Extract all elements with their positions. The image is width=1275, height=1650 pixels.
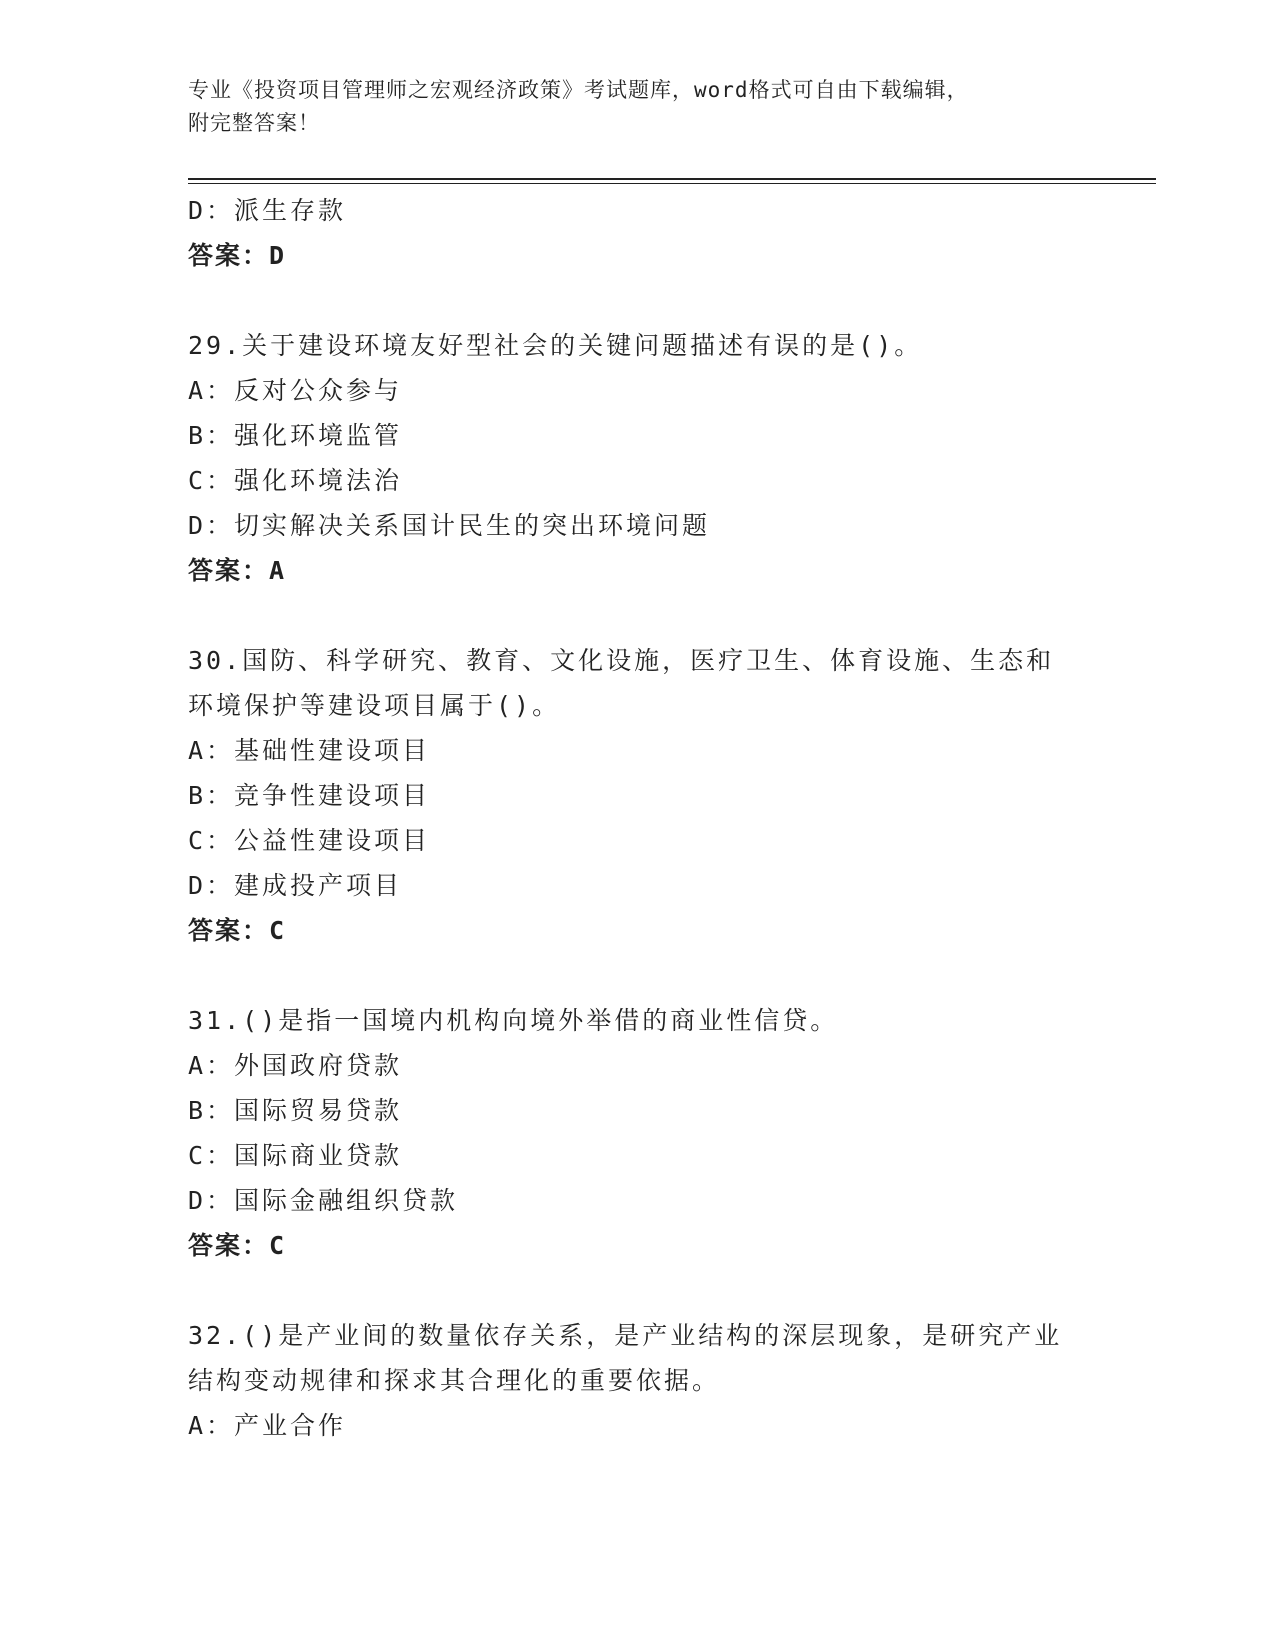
- header-divider-thin: [188, 183, 1156, 184]
- previous-question-tail: [188, 188, 1088, 278]
- question-stem-line-2: 结构变动规律和探求其合理化的重要依据。: [188, 1366, 721, 1395]
- question-stem-line-2: 环境保护等建设项目属于()。: [188, 691, 561, 720]
- question-32: [188, 1313, 1088, 1448]
- option-a: A：基础性建设项目: [188, 736, 431, 765]
- option-d: D：切实解决关系国计民生的突出环境问题: [188, 511, 711, 540]
- option-c: C：强化环境法治: [188, 466, 403, 495]
- header-line-1: 专业《投资项目管理师之宏观经济政策》考试题库，word格式可自由下载编辑，: [188, 78, 969, 102]
- option-a: A：反对公众参与: [188, 376, 403, 405]
- question-31: [188, 998, 1088, 1268]
- option-d: D：派生存款: [188, 196, 347, 225]
- header-divider-thick: [188, 178, 1156, 180]
- answer: 答案：C: [188, 1231, 287, 1260]
- question-stem-line-1: 30.国防、科学研究、教育、文化设施，医疗卫生、体育设施、生态和: [188, 646, 1055, 675]
- option-d: D：建成投产项目: [188, 871, 403, 900]
- document-header: [188, 74, 1088, 140]
- header-line-2: 附完整答案！: [188, 111, 320, 135]
- option-c: C：国际商业贷款: [188, 1141, 403, 1170]
- question-29: [188, 323, 1088, 593]
- question-stem: 29.关于建设环境友好型社会的关键问题描述有误的是()。: [188, 331, 923, 360]
- option-d: D：国际金融组织贷款: [188, 1186, 459, 1215]
- answer: 答案：C: [188, 916, 287, 945]
- option-b: B：竞争性建设项目: [188, 781, 431, 810]
- option-b: B：国际贸易贷款: [188, 1096, 403, 1125]
- question-stem: 31.()是指一国境内机构向境外举借的商业性信贷。: [188, 1006, 839, 1035]
- question-stem-line-1: 32.()是产业间的数量依存关系，是产业结构的深层现象，是研究产业: [188, 1321, 1063, 1350]
- option-a: A：产业合作: [188, 1411, 347, 1440]
- answer: 答案：D: [188, 241, 287, 270]
- question-30: [188, 638, 1088, 953]
- option-c: C：公益性建设项目: [188, 826, 431, 855]
- question-list: [188, 188, 1088, 1448]
- option-b: B：强化环境监管: [188, 421, 403, 450]
- option-a: A：外国政府贷款: [188, 1051, 403, 1080]
- answer: 答案：A: [188, 556, 287, 585]
